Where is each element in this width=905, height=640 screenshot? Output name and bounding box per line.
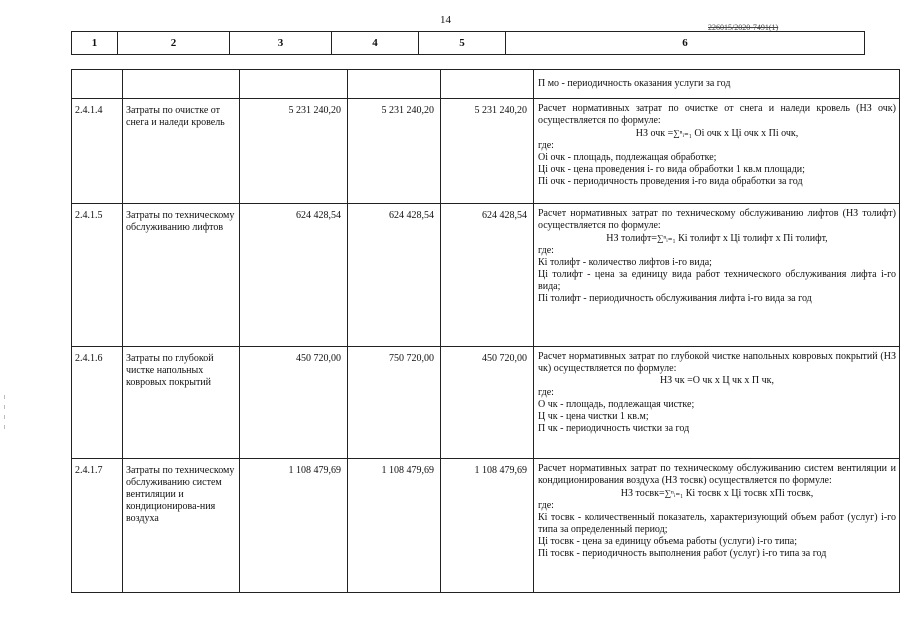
- where-label: где:: [538, 140, 554, 151]
- header-col-1: 1: [72, 32, 118, 55]
- row-value-1: 5 231 240,20: [240, 99, 348, 204]
- calc-text: Расчет нормативных затрат по очистке от снега и наледи кровель (НЗ очк) осуществляется по формуле:: [538, 103, 896, 126]
- margin-mark: [4, 415, 5, 419]
- calc-text: Расчет нормативных затрат по техническому обслуживанию систем вентиляции и кондиционирования воздуха (НЗ тосвк) осуществляется по формуле:: [538, 463, 896, 486]
- row-description: [534, 99, 900, 204]
- table-row: [72, 347, 900, 459]
- continuation-text: П мо - периодичность оказания услуги за год: [534, 70, 900, 99]
- row-value-2: 5 231 240,20: [348, 99, 441, 204]
- definition: Кi толифт - количество лифтов i-го вида;: [538, 257, 712, 268]
- margin-mark: [4, 395, 5, 399]
- header-col-3: 3: [230, 32, 332, 55]
- table-row-continuation: [72, 70, 900, 99]
- header-col-6: 6: [506, 32, 865, 55]
- row-name: Затраты по глубокой чистке напольных ковровых покрытий: [123, 347, 240, 459]
- table-cell: [348, 70, 441, 99]
- row-value-2: 1 108 479,69: [348, 459, 441, 593]
- row-value-3: 1 108 479,69: [441, 459, 534, 593]
- margin-mark: [4, 425, 5, 429]
- table-cell: [72, 70, 123, 99]
- row-code: 2.4.1.6: [72, 347, 123, 459]
- row-description: [534, 347, 900, 459]
- table-row: [72, 459, 900, 593]
- row-value-1: 624 428,54: [240, 204, 348, 347]
- row-value-2: 624 428,54: [348, 204, 441, 347]
- costs-table: [71, 69, 900, 593]
- document-id-stamp: 226015/2020-7491(1): [708, 23, 779, 32]
- row-value-3: 624 428,54: [441, 204, 534, 347]
- definition: Пi толифт - периодичность обслуживания лифта i-го вида за год: [538, 293, 812, 304]
- table-cell: [240, 70, 348, 99]
- calc-text: Расчет нормативных затрат по техническому обслуживанию лифтов (НЗ толифт) осуществляется по формуле:: [538, 208, 896, 231]
- header-col-5: 5: [419, 32, 506, 55]
- where-label: где:: [538, 500, 554, 511]
- row-value-1: 450 720,00: [240, 347, 348, 459]
- row-code: 2.4.1.4: [72, 99, 123, 204]
- calc-text: Расчет нормативных затрат по глубокой чистке напольных ковровых покрытий (НЗ чк) осуществляется по формуле:: [538, 351, 896, 374]
- definition: П чк - периодичность чистки за год: [538, 423, 690, 434]
- formula: НЗ тосвк=∑ⁿᵢ₌₁ Кi тосвк х Цi тосвк хПi тосвк,: [620, 488, 814, 499]
- definition: Пi очк - периодичность проведения i-го вида обработки за год: [538, 176, 803, 187]
- table-cell: [441, 70, 534, 99]
- row-name: Затраты по техническому обслуживанию лифтов: [123, 204, 240, 347]
- table-row: [72, 204, 900, 347]
- row-value-2: 750 720,00: [348, 347, 441, 459]
- margin-mark: [4, 405, 5, 409]
- definition: Кi тосвк - количественный показатель, характеризующий объем работ (услуг) i-го типа за определенный период;: [538, 512, 896, 535]
- row-description: [534, 204, 900, 347]
- row-description: [534, 459, 900, 593]
- definition: Оi очк - площадь, подлежащая обработке;: [538, 152, 717, 163]
- definition: Цi толифт - цена за единицу вида работ технического обслуживания лифта i-го вида;: [538, 269, 896, 292]
- formula: НЗ толифт=∑ⁿᵢ₌₁ Кi толифт х Цi толифт х Пi толифт,: [606, 233, 828, 244]
- page-number: 14: [440, 14, 451, 26]
- header-col-2: 2: [118, 32, 230, 55]
- header-col-4: 4: [332, 32, 419, 55]
- where-label: где:: [538, 387, 554, 398]
- formula: НЗ очк =∑ⁿᵢ₌₁ Оi очк х Цi очк х Пi очк,: [635, 128, 799, 139]
- definition: Ц чк - цена чистки 1 кв.м;: [538, 411, 649, 422]
- definition: Цi очк - цена проведения i- го вида обработки 1 кв.м площади;: [538, 164, 805, 175]
- row-value-3: 5 231 240,20: [441, 99, 534, 204]
- table-cell: [123, 70, 240, 99]
- row-code: 2.4.1.5: [72, 204, 123, 347]
- column-header-table: [71, 31, 865, 55]
- definition: О чк - площадь, подлежащая чистке;: [538, 399, 695, 410]
- formula: НЗ чк =О чк х Ц чк х П чк,: [659, 375, 775, 386]
- row-value-3: 450 720,00: [441, 347, 534, 459]
- row-code: 2.4.1.7: [72, 459, 123, 593]
- row-name: Затраты по техническому обслуживанию систем вентиляции и кондиционирова-ния воздуха: [123, 459, 240, 593]
- where-label: где:: [538, 245, 554, 256]
- table-row: [72, 99, 900, 204]
- definition: Цi тосвк - цена за единицу объема работы (услуги) i-го типа;: [538, 536, 798, 547]
- row-name: Затраты по очистке от снега и наледи кровель: [123, 99, 240, 204]
- row-value-1: 1 108 479,69: [240, 459, 348, 593]
- definition: Пi тосвк - периодичность выполнения работ (услуг) i-го типа за год: [538, 548, 827, 559]
